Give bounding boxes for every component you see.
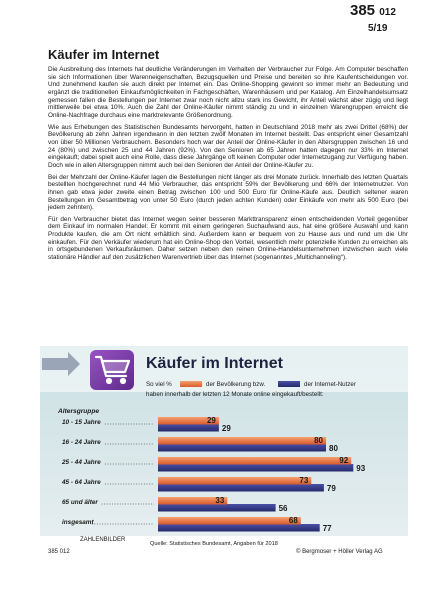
category-label: 16 - 24 Jahre xyxy=(62,439,101,446)
page-title: Käufer im Internet xyxy=(48,47,160,62)
bar-series2 xyxy=(158,464,353,472)
value-label-series1: 73 xyxy=(299,476,309,485)
category-header: Altersgruppe xyxy=(58,408,100,415)
category-label: 10 - 15 Jahre xyxy=(62,419,101,426)
paragraph: Bei der Mehrzahl der Online-Käufer lagen die Bestellungen nicht länger als drei Monate zurück. Innerhalb des letzten Quartals bestellten hochgerechnet rund 44 Mio Verbraucher, das entspricht 59% der Bevölkerung und 66% der Internetnutzer. Von ihnen gab etwa jeder zweite einen Betrag zwischen 100 und 500 Euro für Online-Käufe aus. Deutlich seltener waren Bestellungen im Gesamtbetrag von unter 50 Euro (durch jeden achten Kunden) oder Einkäufe von mehr als 500 Euro (bei jedem zehnten). xyxy=(48,173,408,212)
value-label-series1: 68 xyxy=(288,516,298,525)
chart xyxy=(40,346,408,550)
bar-series1 xyxy=(158,437,326,445)
legend-swatch-series1 xyxy=(180,381,202,387)
footer-tag: ZAHLENBILDER xyxy=(80,537,126,543)
bar-series2 xyxy=(158,484,324,492)
value-label-series2: 77 xyxy=(322,524,332,533)
paragraph: Die Ausbreitung des Internets hat deutliche Veränderungen im Verhalten der Verbraucher zur Folge. Am Computer beschaffen sie sich Informationen über Warenneigenschaften, Bezugsquellen und Preise und bereiten so ihre Kaufentscheidungen vor. Und zunehmend kaufen sie auch direkt per Internet ein. Das Online-Shopping gewinnt so immer mehr an Bedeutung und ergänzt die traditionellen Einkaufsmöglichkeiten in Fachgeschäften, Warenhäusern und per Katalog. Am Einzelhandelsumsatz gemessen fallen die Bestellungen per Internet zwar noch nicht allzu stark ins Gewicht, ihr Anteil wächst aber zügig und liegt mittlerweile bei etwa 10%. Auch die Zahl der Online-Käufer nimmt ständig zu und in einzelnen Warengruppen erreicht die Online-Nachfrage durchaus eine marktrelevante Größenordnung. xyxy=(48,66,408,119)
category-label: 65 und älter xyxy=(62,499,98,506)
legend-note: haben innerhalb der letzten 12 Monate online eingekauft/bestellt: xyxy=(146,391,324,398)
bar-series2 xyxy=(158,444,326,452)
bar-series1 xyxy=(158,517,301,525)
sheet-number: 385 012 xyxy=(350,2,396,19)
issue-number: 5/19 xyxy=(368,23,388,34)
legend-swatch-series2 xyxy=(278,381,300,387)
paragraph: Wie aus Erhebungen des Statistischen Bundesamts hervorgeht, hatten in Deutschland 2018 mehr als zwei Drittel (68%) der Bevölkerung ab zehn Jahren irgendwann in den letzten zwölf Monaten im Internet bestellt. Das entspricht einer Gesamtzahl von über 50 Millionen Verbrauchern. Besonders hoch war der Anteil der Online-Käufer in den Altersgruppen zwischen 16 und 24 (80%) und zwischen 25 und 44 Jahren (92%). Von den Senioren ab 65 Jahren hatten dagegen nur 33% im Internet eingekauft; dabei spielt auch eine Rolle, dass diese Jahrgänge oft keinen Computer oder Internetzugang zur Verfügung haben. Doch wie in allen Altersgruppen nimmt auch bei den Senioren der Anteil der Online-Käufer zu. xyxy=(48,123,408,169)
legend-series2: der Internet-Nutzer xyxy=(304,381,356,388)
chart-source: Quelle: Statistisches Bundesamt, Angaben für 2018 xyxy=(150,541,278,547)
bar-series2 xyxy=(158,524,320,532)
value-label-series1: 80 xyxy=(314,436,323,445)
value-label-series2: 79 xyxy=(326,484,336,493)
value-label-series2: 80 xyxy=(329,444,338,453)
bar-series2 xyxy=(158,424,219,432)
value-label-series2: 93 xyxy=(356,464,366,473)
footer-number: 385 012 xyxy=(48,549,70,555)
article-body xyxy=(48,66,408,266)
footer-copyright: © Bergmoser + Höller Verlag AG xyxy=(296,549,383,555)
bar-series2 xyxy=(158,504,276,512)
value-label-series1: 33 xyxy=(215,496,225,505)
value-label-series1: 29 xyxy=(206,416,216,425)
paragraph: Für den Verbraucher bietet das Internet wegen seiner besseren Markttransparenz einen entscheidenden Vorteil gegenüber dem Einkauf im normalen Handel: Er kommt mit einem geringeren Suchaufwand aus, hat eine größere Auswahl und kann Produkte kaufen, die am Ort nicht erhältlich sind. Außerdem kann er bequem von zu Hause aus und rund um die Uhr einkaufen. Für den Verkäufer wiederum hat ein Online-Shop den Vorteil, wesentlich mehr potenzielle Kunden zu erreichen als in ortsgebundenen Verkaufsräumen. Daher setzen neben den reinen Online-Handelsunternehmen inzwischen auch viele stationäre Händler auf den zusätzlichen Warenvertrieb über das Internet (sogenanntes „Multichanneling“). xyxy=(48,215,408,262)
value-label-series2: 29 xyxy=(221,424,231,433)
bar-series1 xyxy=(158,457,351,465)
legend-intro: So viel % xyxy=(146,381,172,388)
bar-series1 xyxy=(158,477,311,485)
category-label: 25 - 44 Jahre xyxy=(62,459,101,466)
category-label: insgesamt xyxy=(62,519,94,526)
value-label-series2: 56 xyxy=(278,504,288,513)
value-label-series1: 92 xyxy=(339,456,349,465)
category-label: 45 - 64 Jahre xyxy=(62,479,101,486)
legend-series1: der Bevölkerung bzw. xyxy=(206,381,266,388)
chart-title: Käufer im Internet xyxy=(146,355,283,372)
